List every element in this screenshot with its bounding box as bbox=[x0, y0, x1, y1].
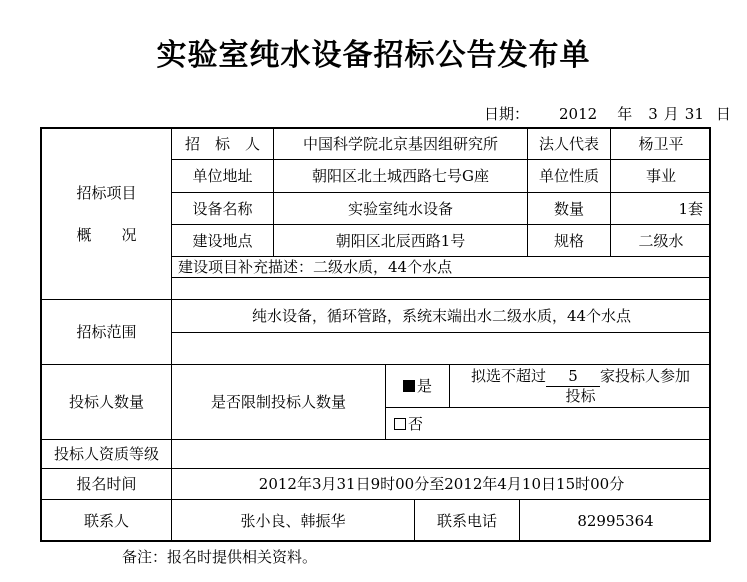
date-month: 3 bbox=[648, 105, 658, 123]
scope-value: 纯水设备，循环管路，系统末端出水二级水质，44个水点 bbox=[251, 307, 632, 325]
page-title: 实验室纯水设备招标公告发布单 bbox=[156, 38, 591, 73]
site-value: 朝阳区北辰西路1号 bbox=[335, 231, 466, 250]
row-line bbox=[171, 277, 711, 278]
date-label: 日期： bbox=[484, 105, 530, 123]
phone-label: 联系电话 bbox=[436, 512, 497, 530]
contact-label: 联系人 bbox=[83, 512, 129, 530]
limit-yes-label: 是 bbox=[416, 377, 432, 395]
spec-label: 规格 bbox=[553, 231, 584, 250]
plan-suffix-1: 家投标人参加 bbox=[600, 366, 691, 385]
contact-names: 张小良、韩振华 bbox=[240, 512, 346, 530]
unit-type-label: 单位性质 bbox=[538, 167, 599, 185]
footnote: 备注：报名时提供相关资料。 bbox=[122, 548, 318, 566]
date-month-unit: 月 bbox=[663, 105, 679, 123]
registration-value: 2012年3月31日9时00分至2012年4月10日15时00分 bbox=[258, 475, 625, 493]
checked-box-icon bbox=[403, 380, 415, 392]
unit-type-value: 事业 bbox=[645, 167, 676, 185]
unchecked-box-icon bbox=[394, 418, 406, 430]
tenderer-value: 中国科学院北京基因组研究所 bbox=[302, 135, 498, 153]
quantity-label: 数量 bbox=[553, 199, 584, 218]
qualification-value bbox=[172, 440, 711, 468]
project-overview-label-line2: 概 况 bbox=[76, 226, 137, 244]
plan-suffix-2: 投标 bbox=[565, 386, 596, 405]
address-value: 朝阳区北土城西路七号G座 bbox=[312, 167, 489, 185]
spec-value: 二级水 bbox=[638, 231, 684, 250]
date-year: 2012 bbox=[559, 105, 598, 123]
equipment-label: 设备名称 bbox=[192, 199, 253, 218]
site-label: 建设地点 bbox=[192, 231, 253, 250]
tender-form-table bbox=[40, 127, 711, 542]
plan-count: 5 bbox=[546, 367, 600, 387]
limit-question: 是否限制投标人数量 bbox=[210, 393, 346, 411]
date-day-unit: 日 bbox=[715, 105, 731, 123]
phone-value: 82995364 bbox=[577, 512, 654, 530]
registration-label: 报名时间 bbox=[76, 475, 137, 493]
row-line bbox=[171, 332, 711, 333]
supplement-description: 建设项目补充描述：二级水质，44个水点 bbox=[178, 258, 453, 276]
legal-rep-value: 杨卫平 bbox=[638, 135, 684, 153]
legal-rep-label: 法人代表 bbox=[538, 135, 599, 153]
bidders-count-label: 投标人数量 bbox=[68, 393, 144, 411]
date-line bbox=[484, 103, 731, 124]
plan-prefix: 拟选不超过 bbox=[470, 366, 546, 385]
date-year-unit: 年 bbox=[617, 105, 633, 123]
scope-label: 招标范围 bbox=[76, 323, 137, 341]
equipment-value: 实验室纯水设备 bbox=[347, 199, 453, 218]
date-day: 31 bbox=[684, 105, 704, 123]
limit-no-option[interactable] bbox=[386, 408, 711, 439]
address-label: 单位地址 bbox=[192, 167, 253, 185]
quantity-value: 1套 bbox=[678, 199, 703, 218]
bidder-plan bbox=[450, 365, 711, 407]
limit-no-label: 否 bbox=[408, 414, 424, 433]
project-overview-label bbox=[42, 129, 171, 299]
project-overview-label-line1: 招标项目 bbox=[76, 184, 137, 202]
limit-yes-option[interactable] bbox=[386, 365, 449, 407]
qualification-label: 投标人资质等级 bbox=[53, 445, 159, 463]
tenderer-label: 招 标 人 bbox=[184, 135, 260, 153]
